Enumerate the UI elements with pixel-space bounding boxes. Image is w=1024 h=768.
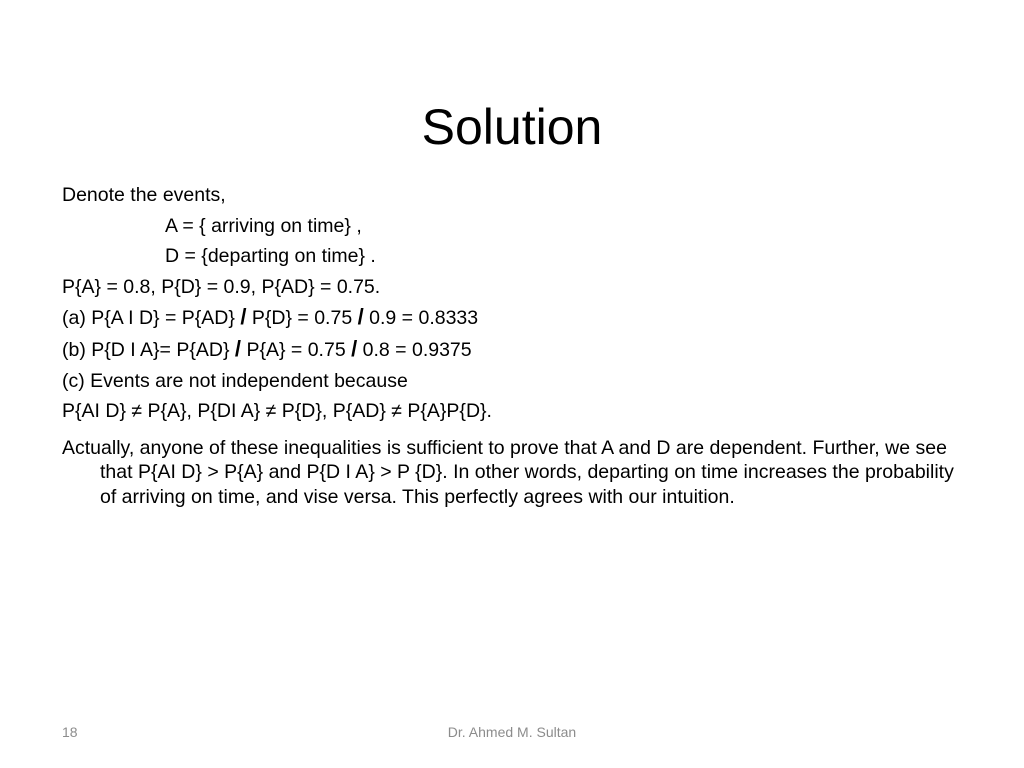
page-number: 18 xyxy=(62,724,78,740)
part-a-text-3: 0.9 = 0.8333 xyxy=(369,307,479,330)
given-probabilities: P{A} = 0.8, P{D} = 0.9, P{AD} = 0.75. xyxy=(62,275,381,298)
part-b-text-1: (b) P{D I A}= P{AD} xyxy=(62,338,230,361)
part-a-text-2: P{D} = 0.75 xyxy=(251,307,353,330)
part-a-text-1: (a) P{A I D} = P{AD} xyxy=(62,307,235,330)
part-a-line xyxy=(62,302,972,334)
event-a-definition: A = { arriving on time} , xyxy=(165,214,362,237)
slide-body xyxy=(62,180,972,510)
conclusion-paragraph: Actually, anyone of these inequalities is sufficient to prove that A and D are dependent. Further, we see that P{AI D} > P{A} and P{D I A} > P {D}. In other words, departing on time increases the probability of arriving on time, and vise versa. This perfectly agrees with our intuition. xyxy=(62,436,954,508)
part-c-line: (c) Events are not independent because xyxy=(62,369,408,392)
division-slash: / xyxy=(240,304,247,330)
footer-author: Dr. Ahmed M. Sultan xyxy=(447,724,577,740)
division-slash: / xyxy=(351,335,358,361)
event-d-definition: D = {departing on time} . xyxy=(165,245,376,268)
division-slash: / xyxy=(357,304,364,330)
division-slash: / xyxy=(234,335,242,361)
part-b-text-3: 0.8 = 0.9375 xyxy=(362,338,472,361)
denote-line: Denote the events, xyxy=(62,184,226,206)
inequalities-line: P{AI D} ≠ P{A}, P{DI A} ≠ P{D}, P{AD} ≠ P{A}P{D}. xyxy=(62,400,492,423)
part-b-line xyxy=(62,334,972,366)
slide-title: Solution xyxy=(421,99,603,155)
part-b-text-2: P{A} = 0.75 xyxy=(246,338,346,361)
